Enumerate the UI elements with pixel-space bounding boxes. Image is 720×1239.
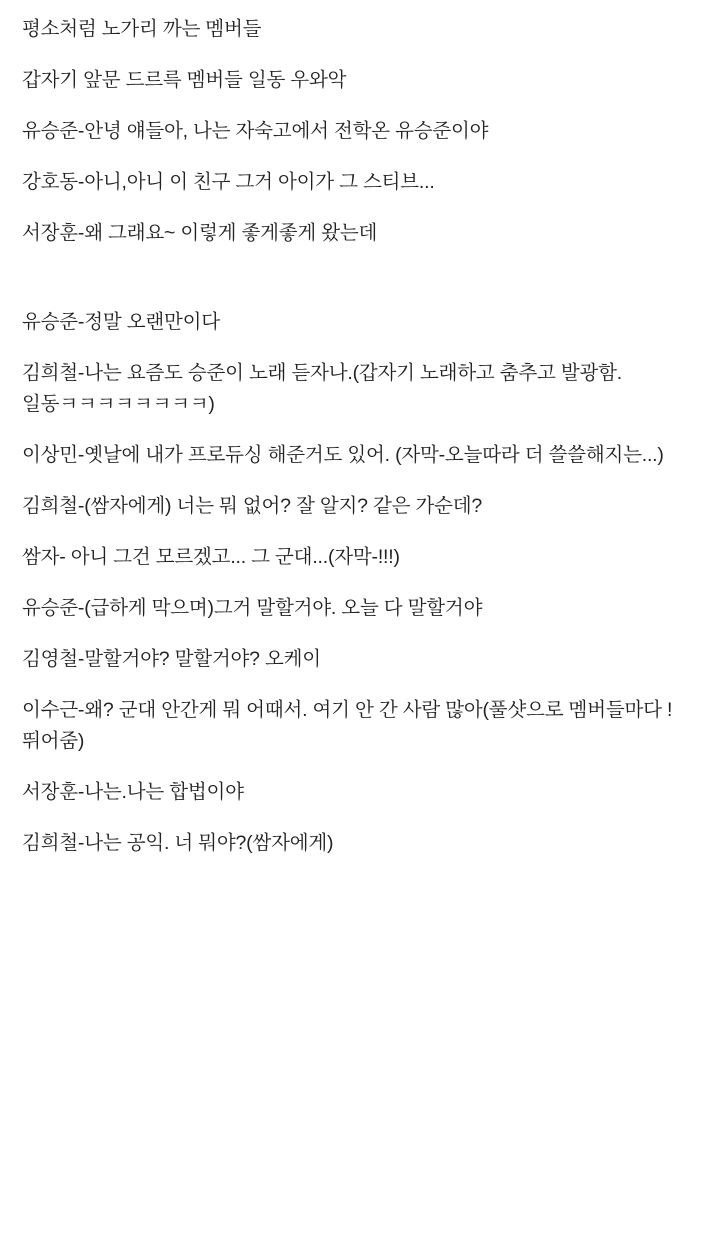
text-line: 강호동-아니,아니 이 친구 그거 아이가 그 스티브... — [22, 171, 435, 193]
text-line: 김희철-나는 요즘도 승준이 노래 듣자나.(갑자기 노래하고 춤추고 발광함. 일동ㅋㅋㅋㅋㅋㅋㅋㅋ) — [22, 362, 628, 415]
text-line: 유승준-정말 오랜만이다 — [22, 311, 220, 333]
text-line: 김희철-(쌈자에게) 너는 뭐 없어? 잘 알지? 같은 가순데? — [22, 495, 483, 517]
text-line: 이수근-왜? 군대 안간게 뭐 어때서. 여기 안 간 사람 많아(풀샷으로 멤버들마다 !뛰어줌) — [22, 699, 673, 752]
text-line: 유승준-(급하게 막으며)그거 말할거야. 오늘 다 말할거야 — [22, 597, 483, 619]
text-line: 쌈자- 아니 그건 모르겠고... 그 군대...(자막-!!!) — [22, 546, 400, 568]
text-line: 서장훈-왜 그래요~ 이렇게 좋게좋게 왔는데 — [22, 222, 378, 244]
text-line: 서장훈-나는.나는 합법이야 — [22, 781, 244, 803]
text-line-list — [22, 14, 698, 859]
text-line: 평소처럼 노가리 까는 멤버들 — [22, 18, 262, 40]
text-line: 유승준-안녕 얘들아, 나는 자숙고에서 전학온 유승준이야 — [22, 120, 489, 142]
text-line: 김영철-말할거야? 말할거야? 오케이 — [22, 648, 321, 670]
text-line: 이상민-옛날에 내가 프로듀싱 해준거도 있어. (자막-오늘따라 더 쓸쓸해지는...) — [22, 444, 664, 466]
text-line: 김희철-나는 공익. 너 뭐야?(쌈자에게) — [22, 832, 334, 854]
text-line: 갑자기 앞문 드르륵 멤버들 일동 우와악 — [22, 69, 347, 91]
